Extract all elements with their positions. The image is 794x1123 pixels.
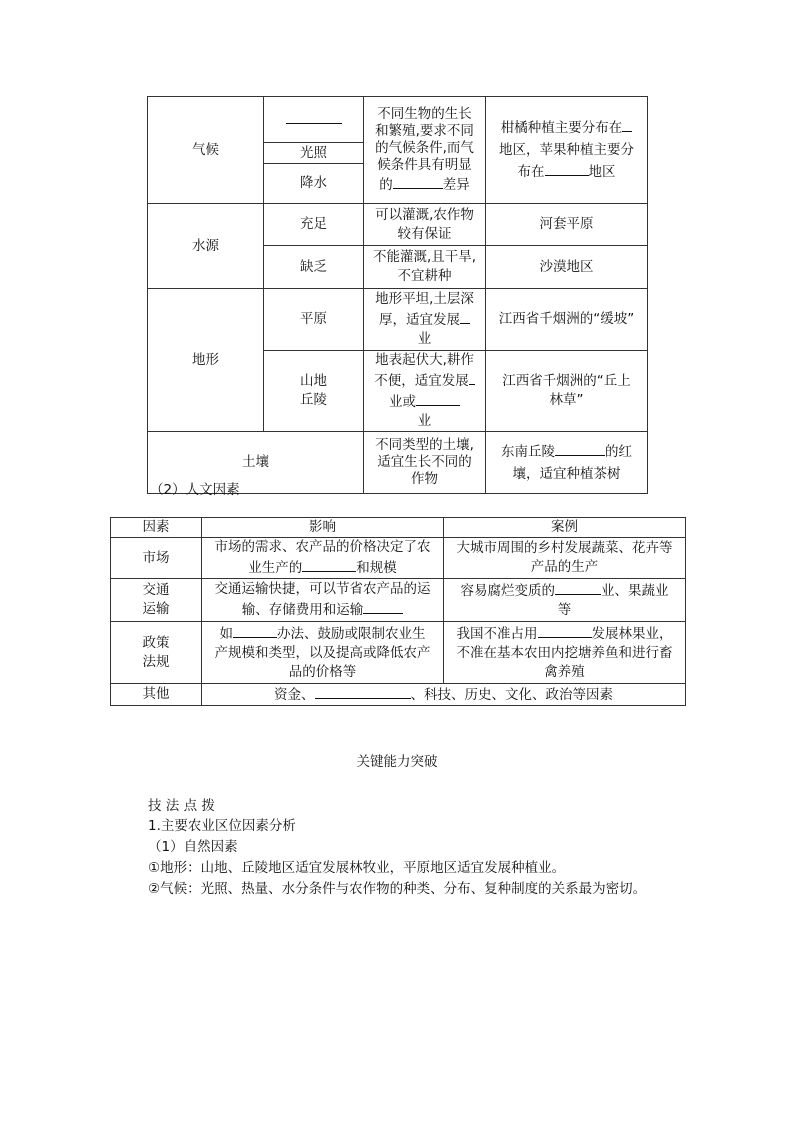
answer-blank bbox=[555, 441, 605, 456]
natural-factors-table bbox=[147, 96, 648, 494]
climate-sub-light: 光照 bbox=[264, 143, 364, 164]
natural-factors-subtitle: （1）自然因素 bbox=[148, 839, 238, 855]
answer-blank bbox=[622, 117, 632, 132]
market-effect: 市场的需求、农产品的价格决定了农 业生产的 和规模 bbox=[202, 538, 444, 579]
terrain-hill-sub: 山地 丘陵 bbox=[264, 351, 364, 432]
item-terrain: ①地形：山地、丘陵地区适宜发展林牧业，平原地区适宜发展种植业。 bbox=[148, 860, 566, 876]
climate-sub-rain: 降水 bbox=[264, 164, 364, 204]
answer-blank bbox=[545, 161, 589, 176]
answer-blank bbox=[393, 174, 443, 189]
answer-blank bbox=[315, 684, 411, 699]
item-climate: ②气候：光照、热量、水分条件与农作物的种类、分布、复种制度的关系最为密切。 bbox=[148, 881, 647, 897]
climate-label: 气候 bbox=[148, 97, 264, 204]
climate-example: 柑橘种植主要分布在 地区，苹果种植主要分 布在 地区 bbox=[486, 97, 648, 204]
header-example: 案例 bbox=[444, 518, 686, 538]
water-lack-example: 沙漠地区 bbox=[486, 246, 648, 289]
water-sufficient-example: 河套平原 bbox=[486, 204, 648, 246]
soil-label: 土壤 bbox=[148, 432, 364, 494]
answer-blank bbox=[233, 623, 277, 638]
header-factor: 因素 bbox=[111, 518, 202, 538]
transport-effect: 交通运输快捷，可以节省农产品的运 输、存储费用和运输 bbox=[202, 579, 444, 622]
human-factors-table bbox=[110, 517, 686, 706]
terrain-hill-example: 江西省千烟洲的“丘上 林草” bbox=[486, 351, 648, 432]
answer-blank bbox=[555, 580, 601, 595]
terrain-label: 地形 bbox=[148, 289, 264, 432]
human-factors-caption: （2）人文因素 bbox=[150, 482, 240, 498]
section-heading: 关键能力突破 bbox=[356, 754, 438, 770]
answer-blank bbox=[469, 370, 475, 385]
water-label: 水源 bbox=[148, 204, 264, 289]
market-example: 大城市周围的乡村发展蔬菜、花卉等 产品的生产 bbox=[444, 538, 686, 579]
water-sufficient-effect: 可以灌溉,农作物 较有保证 bbox=[364, 204, 486, 246]
water-lack-sub: 缺乏 bbox=[264, 246, 364, 289]
terrain-plain-effect: 地形平坦,土层深 厚，适宜发展 业 bbox=[364, 289, 486, 351]
transport-factor: 交通 运输 bbox=[111, 579, 202, 622]
terrain-plain-sub: 平原 bbox=[264, 289, 364, 351]
answer-blank bbox=[538, 623, 592, 638]
transport-example: 容易腐烂变质的 业、果蔬业 等 bbox=[444, 579, 686, 622]
point-1-title: 1.主要农业区位因素分析 bbox=[148, 818, 296, 834]
policy-example: 我国不准占用 发展林果业， 不准在基本农田内挖塘养鱼和进行畜 禽养殖 bbox=[444, 622, 686, 684]
answer-blank bbox=[416, 391, 460, 406]
climate-effect: 不同生物的生长 和繁殖,要求不同 的气候条件,而气 候条件具有明显 的 差异 bbox=[364, 97, 486, 204]
terrain-plain-example: 江西省千烟洲的“缓坡” bbox=[486, 289, 648, 351]
market-factor: 市场 bbox=[111, 538, 202, 579]
other-factor: 其他 bbox=[111, 684, 202, 706]
header-effect: 影响 bbox=[202, 518, 444, 538]
answer-blank bbox=[460, 309, 470, 324]
answer-blank bbox=[302, 557, 356, 572]
soil-effect: 不同类型的土壤, 适宜生长不同的 作物 bbox=[364, 432, 486, 494]
policy-effect: 如 办法、鼓励或限制农业生 产规模和类型，以及提高或降低农产 品的价格等 bbox=[202, 622, 444, 684]
answer-blank bbox=[363, 599, 403, 614]
terrain-hill-effect: 地表起伏大,耕作 不便，适宜发展 业或 业 bbox=[364, 351, 486, 432]
water-lack-effect: 不能灌溉,且干旱, 不宜耕种 bbox=[364, 246, 486, 289]
water-sufficient-sub: 充足 bbox=[264, 204, 364, 246]
tips-label: 技 法 点 拨 bbox=[148, 798, 215, 814]
policy-factor: 政策 法规 bbox=[111, 622, 202, 684]
answer-blank bbox=[286, 109, 342, 124]
soil-example: 东南丘陵 的红 壤，适宜种植茶树 bbox=[486, 432, 648, 494]
other-effect: 资金、 、科技、历史、文化、政治等因素 bbox=[202, 684, 686, 706]
climate-sub-blank bbox=[264, 97, 364, 143]
